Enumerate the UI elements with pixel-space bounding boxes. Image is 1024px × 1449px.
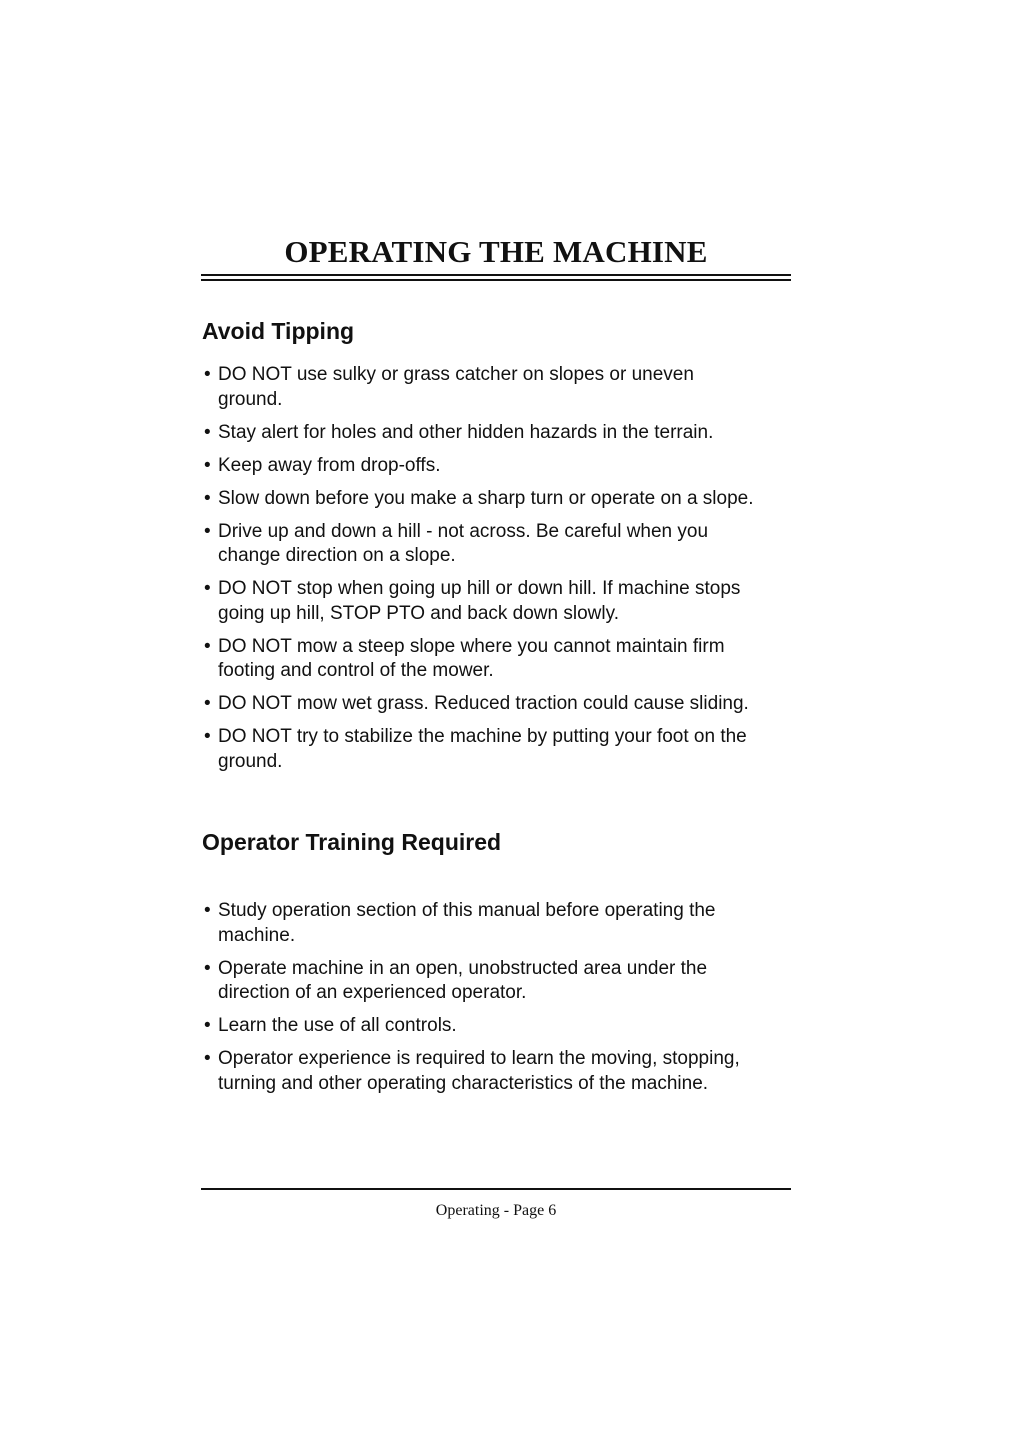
- bullet-icon: •: [204, 578, 211, 599]
- section-heading-avoid-tipping: Avoid Tipping: [202, 318, 355, 344]
- list-item: [202, 899, 802, 948]
- list-item: [202, 692, 802, 717]
- avoid-tipping-list: [202, 363, 802, 783]
- page-footer: Operating - Page 6: [435, 1202, 557, 1219]
- list-item-text: Keep away from drop-offs.: [218, 454, 441, 476]
- bullet-icon: •: [204, 421, 211, 443]
- list-item-text: DO NOT try to stabilize the machine by putting your foot on the: [218, 726, 747, 747]
- list-item-text: Learn the use of all controls.: [218, 1015, 457, 1036]
- list-item: [202, 421, 802, 446]
- list-item-text: machine.: [218, 924, 296, 946]
- list-item-text: ground.: [218, 388, 283, 410]
- list-item-text: ground.: [218, 750, 283, 772]
- list-item-text: Study operation section of this manual before operating the: [218, 900, 716, 921]
- footer-rule: [201, 1188, 791, 1190]
- bullet-icon: •: [204, 635, 211, 657]
- list-item: [202, 454, 802, 479]
- list-item-text: DO NOT stop when going up hill or down hill. If machine stops: [218, 578, 741, 599]
- section-heading-operator-training: Operator Training Required: [202, 829, 502, 855]
- list-item-text: Slow down before you make a sharp turn or operate on a slope.: [218, 487, 754, 509]
- list-item-text: change direction on a slope.: [218, 545, 456, 566]
- list-item-text: Operator experience is required to learn the moving, stopping,: [218, 1048, 740, 1069]
- bullet-icon: •: [204, 454, 211, 476]
- list-item-text: Drive up and down a hill - not across. Be careful when you: [218, 520, 709, 542]
- bullet-icon: •: [204, 487, 211, 509]
- list-item: [202, 1047, 802, 1096]
- bullet-icon: •: [204, 364, 211, 385]
- list-item: [202, 520, 802, 569]
- list-item: [202, 363, 802, 412]
- list-item: [202, 725, 802, 774]
- list-item-text: DO NOT use sulky or grass catcher on slopes or uneven: [218, 364, 694, 385]
- bullet-icon: •: [204, 1048, 211, 1069]
- bullet-icon: •: [204, 726, 211, 747]
- bullet-icon: •: [204, 900, 211, 921]
- bullet-icon: •: [204, 957, 211, 979]
- bullet-icon: •: [204, 520, 211, 542]
- title-rule-upper: [201, 274, 791, 276]
- list-item: [202, 487, 802, 512]
- list-item-text: DO NOT mow wet grass. Reduced traction could cause sliding.: [218, 693, 749, 714]
- operator-training-list: [202, 899, 802, 1105]
- list-item-text: going up hill, STOP PTO and back down slowly.: [218, 602, 619, 624]
- bullet-icon: •: [204, 1015, 211, 1036]
- list-item-text: Stay alert for holes and other hidden hazards in the terrain.: [218, 421, 714, 443]
- title-rule-lower: [201, 279, 791, 281]
- page-title: OPERATING THE MACHINE: [284, 234, 708, 269]
- list-item-text: footing and control of the mower.: [218, 660, 494, 681]
- list-item-text: Operate machine in an open, unobstructed area under the: [218, 957, 708, 979]
- list-item-text: direction of an experienced operator.: [218, 982, 527, 1003]
- list-item: [202, 577, 802, 626]
- list-item: [202, 957, 802, 1006]
- list-item-text: DO NOT mow a steep slope where you cannot maintain firm: [218, 635, 725, 657]
- bullet-icon: •: [204, 693, 211, 714]
- list-item: [202, 1014, 802, 1039]
- list-item: [202, 635, 802, 684]
- list-item-text: turning and other operating characteristics of the machine.: [218, 1072, 709, 1094]
